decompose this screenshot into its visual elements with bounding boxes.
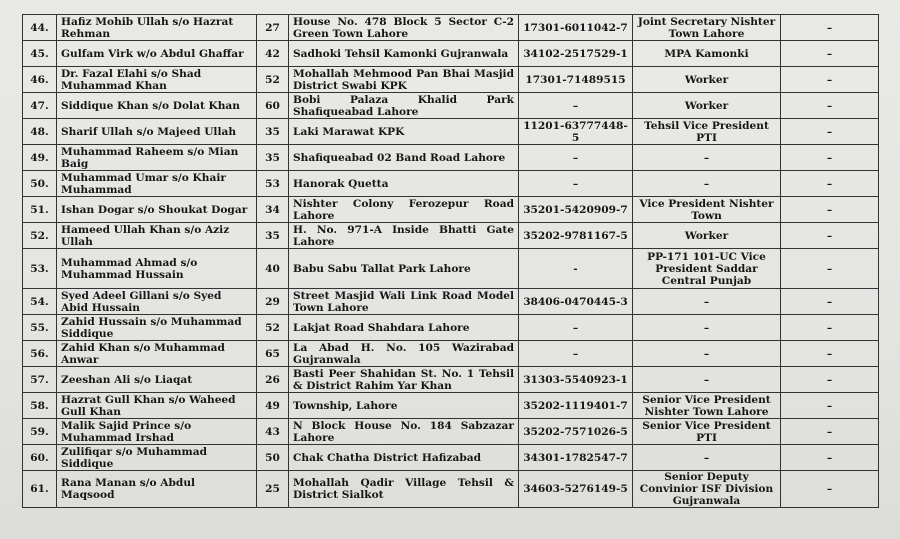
table-row [23, 289, 879, 315]
remarks-cell: – [781, 315, 879, 341]
cnic-cell: 34102-2517529-1 [519, 41, 633, 67]
serial-number-cell: 46. [23, 67, 57, 93]
remarks-cell: – [781, 197, 879, 223]
remarks-cell: – [781, 15, 879, 41]
age-cell: 65 [257, 341, 289, 367]
address-cell: Nishter Colony Ferozepur Road Lahore [289, 197, 519, 223]
remarks-cell: – [781, 249, 879, 289]
address-cell: Hanorak Quetta [289, 171, 519, 197]
table-row [23, 249, 879, 289]
persons-table [22, 14, 879, 508]
post-cell: Senior Vice President PTI [633, 419, 781, 445]
address-cell: Street Masjid Wali Link Road Model Town Lahore [289, 289, 519, 315]
post-cell: Senior Vice President Nishter Town Lahore [633, 393, 781, 419]
age-cell: 35 [257, 223, 289, 249]
name-cell: Ishan Dogar s/o Shoukat Dogar [57, 197, 257, 223]
table-row [23, 15, 879, 41]
cnic-cell: 34603-5276149-5 [519, 471, 633, 508]
cnic-cell: 35202-9781167-5 [519, 223, 633, 249]
serial-number-cell: 54. [23, 289, 57, 315]
name-cell: Gulfam Virk w/o Abdul Ghaffar [57, 41, 257, 67]
post-cell: MPA Kamonki [633, 41, 781, 67]
post-cell: PP-171 101-UC Vice President Saddar Central Punjab [633, 249, 781, 289]
address-cell: Shafiqueabad 02 Band Road Lahore [289, 145, 519, 171]
remarks-cell: – [781, 145, 879, 171]
serial-number-cell: 51. [23, 197, 57, 223]
table-row [23, 315, 879, 341]
age-cell: 42 [257, 41, 289, 67]
table-row [23, 341, 879, 367]
name-cell: Sharif Ullah s/o Majeed Ullah [57, 119, 257, 145]
remarks-cell: – [781, 445, 879, 471]
cnic-cell: - [519, 249, 633, 289]
table-row [23, 119, 879, 145]
cnic-cell: – [519, 341, 633, 367]
post-cell: – [633, 445, 781, 471]
serial-number-cell: 47. [23, 93, 57, 119]
age-cell: 43 [257, 419, 289, 445]
cnic-cell: – [519, 315, 633, 341]
cnic-cell: 17301-71489515 [519, 67, 633, 93]
cnic-cell: 35202-1119401-7 [519, 393, 633, 419]
serial-number-cell: 61. [23, 471, 57, 508]
name-cell: Zeeshan Ali s/o Liaqat [57, 367, 257, 393]
post-cell: – [633, 367, 781, 393]
cnic-cell: 38406-0470445-3 [519, 289, 633, 315]
post-cell: – [633, 289, 781, 315]
address-cell: H. No. 971-A Inside Bhatti Gate Lahore [289, 223, 519, 249]
table-row [23, 393, 879, 419]
serial-number-cell: 53. [23, 249, 57, 289]
age-cell: 25 [257, 471, 289, 508]
table-row [23, 223, 879, 249]
remarks-cell: – [781, 41, 879, 67]
address-cell: Laki Marawat KPK [289, 119, 519, 145]
age-cell: 60 [257, 93, 289, 119]
age-cell: 35 [257, 119, 289, 145]
remarks-cell: – [781, 419, 879, 445]
name-cell: Dr. Fazal Elahi s/o Shad Muhammad Khan [57, 67, 257, 93]
address-cell: Chak Chatha District Hafizabad [289, 445, 519, 471]
serial-number-cell: 48. [23, 119, 57, 145]
address-cell: Lakjat Road Shahdara Lahore [289, 315, 519, 341]
age-cell: 26 [257, 367, 289, 393]
cnic-cell: 35202-7571026-5 [519, 419, 633, 445]
address-cell: Sadhoki Tehsil Kamonki Gujranwala [289, 41, 519, 67]
cnic-cell: 17301-6011042-7 [519, 15, 633, 41]
address-cell: Bobi Palaza Khalid Park Shafiqueabad Lahore [289, 93, 519, 119]
table-row [23, 419, 879, 445]
serial-number-cell: 56. [23, 341, 57, 367]
address-cell: La Abad H. No. 105 Wazirabad Gujranwala [289, 341, 519, 367]
age-cell: 40 [257, 249, 289, 289]
name-cell: Siddique Khan s/o Dolat Khan [57, 93, 257, 119]
name-cell: Zahid Hussain s/o Muhammad Siddique [57, 315, 257, 341]
age-cell: 35 [257, 145, 289, 171]
table-body [23, 15, 879, 508]
name-cell: Syed Adeel Gillani s/o Syed Abid Hussain [57, 289, 257, 315]
table-row [23, 197, 879, 223]
name-cell: Hazrat Gull Khan s/o Waheed Gull Khan [57, 393, 257, 419]
post-cell: Worker [633, 223, 781, 249]
age-cell: 49 [257, 393, 289, 419]
age-cell: 50 [257, 445, 289, 471]
address-cell: Babu Sabu Tallat Park Lahore [289, 249, 519, 289]
remarks-cell: – [781, 67, 879, 93]
age-cell: 52 [257, 67, 289, 93]
address-cell: Township, Lahore [289, 393, 519, 419]
serial-number-cell: 52. [23, 223, 57, 249]
post-cell: Worker [633, 93, 781, 119]
post-cell: – [633, 171, 781, 197]
serial-number-cell: 58. [23, 393, 57, 419]
serial-number-cell: 55. [23, 315, 57, 341]
serial-number-cell: 57. [23, 367, 57, 393]
cnic-cell: 35201-5420909-7 [519, 197, 633, 223]
age-cell: 29 [257, 289, 289, 315]
table-row [23, 67, 879, 93]
name-cell: Rana Manan s/o Abdul Maqsood [57, 471, 257, 508]
name-cell: Malik Sajid Prince s/o Muhammad Irshad [57, 419, 257, 445]
cnic-cell: – [519, 145, 633, 171]
table-row [23, 471, 879, 508]
cnic-cell: 11201-63777448-5 [519, 119, 633, 145]
remarks-cell: – [781, 367, 879, 393]
name-cell: Muhammad Ahmad s/o Muhammad Hussain [57, 249, 257, 289]
table-row [23, 93, 879, 119]
remarks-cell: – [781, 289, 879, 315]
post-cell: Senior Deputy Convinior ISF Division Gujranwala [633, 471, 781, 508]
serial-number-cell: 44. [23, 15, 57, 41]
post-cell: – [633, 145, 781, 171]
serial-number-cell: 49. [23, 145, 57, 171]
cnic-cell: 34301-1782547-7 [519, 445, 633, 471]
name-cell: Zulifiqar s/o Muhammad Siddique [57, 445, 257, 471]
remarks-cell: – [781, 471, 879, 508]
cnic-cell: – [519, 171, 633, 197]
age-cell: 52 [257, 315, 289, 341]
table-row [23, 171, 879, 197]
post-cell: Worker [633, 67, 781, 93]
name-cell: Zahid Khan s/o Muhammad Anwar [57, 341, 257, 367]
remarks-cell: – [781, 171, 879, 197]
post-cell: – [633, 315, 781, 341]
serial-number-cell: 59. [23, 419, 57, 445]
age-cell: 53 [257, 171, 289, 197]
address-cell: N Block House No. 184 Sabzazar Lahore [289, 419, 519, 445]
serial-number-cell: 60. [23, 445, 57, 471]
name-cell: Hameed Ullah Khan s/o Aziz Ullah [57, 223, 257, 249]
table-row [23, 41, 879, 67]
table-row [23, 367, 879, 393]
post-cell: Vice President Nishter Town [633, 197, 781, 223]
remarks-cell: – [781, 223, 879, 249]
name-cell: Muhammad Raheem s/o Mian Baig [57, 145, 257, 171]
name-cell: Hafiz Mohib Ullah s/o Hazrat Rehman [57, 15, 257, 41]
address-cell: Mohallah Mehmood Pan Bhai Masjid District Swabi KPK [289, 67, 519, 93]
address-cell: Mohallah Qadir Village Tehsil & District Sialkot [289, 471, 519, 508]
post-cell: Joint Secretary Nishter Town Lahore [633, 15, 781, 41]
remarks-cell: – [781, 393, 879, 419]
table-row [23, 145, 879, 171]
age-cell: 34 [257, 197, 289, 223]
cnic-cell: 31303-5540923-1 [519, 367, 633, 393]
name-cell: Muhammad Umar s/o Khair Muhammad [57, 171, 257, 197]
age-cell: 27 [257, 15, 289, 41]
cnic-cell: – [519, 93, 633, 119]
serial-number-cell: 45. [23, 41, 57, 67]
table-row [23, 445, 879, 471]
address-cell: House No. 478 Block 5 Sector C-2 Green Town Lahore [289, 15, 519, 41]
remarks-cell: – [781, 341, 879, 367]
address-cell: Basti Peer Shahidan St. No. 1 Tehsil & District Rahim Yar Khan [289, 367, 519, 393]
remarks-cell: – [781, 119, 879, 145]
serial-number-cell: 50. [23, 171, 57, 197]
post-cell: – [633, 341, 781, 367]
remarks-cell: – [781, 93, 879, 119]
post-cell: Tehsil Vice President PTI [633, 119, 781, 145]
